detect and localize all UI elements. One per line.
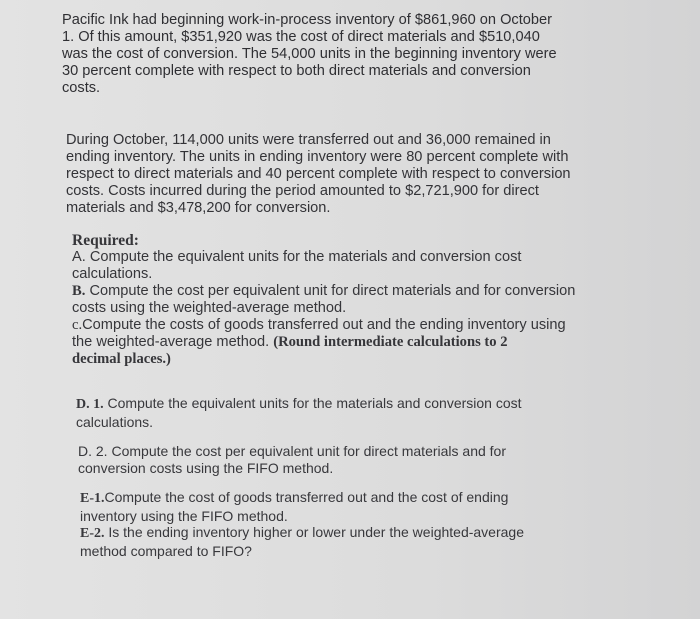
requirement-e1-label: E-1. bbox=[80, 491, 105, 506]
rounding-note: (Round intermediate calculations to 2 bbox=[273, 334, 508, 350]
intro-paragraph bbox=[62, 12, 557, 97]
text-line: costs. Costs incurred during the period amounted to $2,721,900 for direct bbox=[66, 183, 539, 199]
text-line: 1. Of this amount, $351,920 was the cost of direct materials and $510,040 bbox=[62, 29, 540, 45]
text-line: calculations. bbox=[76, 413, 154, 430]
requirement-b bbox=[72, 283, 575, 300]
requirement-d2 bbox=[78, 443, 506, 476]
text-line: the weighted-average method. bbox=[72, 334, 270, 350]
requirement-d2-text: Compute the cost per equivalent unit for direct materials and for bbox=[111, 443, 507, 459]
requirement-d1-text: Compute the equivalent units for the materials and conversion cost bbox=[107, 395, 522, 411]
requirement-c bbox=[72, 317, 575, 334]
text-line: 30 percent complete with respect to both direct materials and conversion bbox=[62, 63, 531, 79]
text-line: respect to direct materials and 40 percent complete with respect to conversion bbox=[66, 166, 571, 182]
requirement-b-text: Compute the cost per equivalent unit for direct materials and for conversion bbox=[89, 283, 576, 299]
text-line: ending inventory. The units in ending inventory were 80 percent complete with bbox=[66, 149, 569, 165]
october-paragraph bbox=[66, 132, 571, 217]
requirement-d1 bbox=[76, 395, 522, 430]
rounding-note-end: decimal places.) bbox=[72, 351, 171, 367]
text-line: was the cost of conversion. The 54,000 units in the beginning inventory were bbox=[62, 46, 557, 62]
requirement-c-label: c. bbox=[72, 317, 83, 333]
requirement-e2-text: Is the ending inventory higher or lower under the weighted-average bbox=[108, 524, 524, 540]
requirement-c-text: Compute the costs of goods transferred out and the ending inventory using bbox=[82, 317, 566, 333]
text-line: inventory using the FIFO method. bbox=[80, 507, 288, 524]
text-line: materials and $3,478,200 for conversion. bbox=[66, 200, 331, 216]
requirement-d2-label: D. 2. bbox=[78, 443, 108, 459]
text-line: costs using the weighted-average method. bbox=[72, 300, 347, 316]
text-line: costs. bbox=[62, 80, 101, 96]
required-section bbox=[72, 232, 575, 368]
requirement-e1-text: Compute the cost of goods transferred out and the cost of ending bbox=[104, 489, 509, 505]
requirement-b-label: B. bbox=[72, 283, 86, 299]
requirement-a-label: A. bbox=[72, 249, 86, 265]
requirement-d1-label: D. 1. bbox=[76, 397, 104, 412]
text-line: method compared to FIFO? bbox=[80, 542, 252, 559]
text-line: conversion costs using the FIFO method. bbox=[78, 459, 334, 476]
text-line: calculations. bbox=[72, 266, 153, 282]
required-heading: Required: bbox=[72, 232, 139, 249]
text-line: During October, 114,000 units were transferred out and 36,000 remained in bbox=[66, 132, 551, 148]
requirement-e2-label: E-2. bbox=[80, 526, 105, 541]
text-line: Pacific Ink had beginning work-in-process inventory of $861,960 on October bbox=[62, 12, 552, 28]
requirement-a-text: Compute the equivalent units for the materials and conversion cost bbox=[89, 249, 522, 265]
requirement-c-line2 bbox=[72, 334, 575, 351]
requirement-a bbox=[72, 249, 575, 266]
requirement-e bbox=[80, 489, 524, 559]
